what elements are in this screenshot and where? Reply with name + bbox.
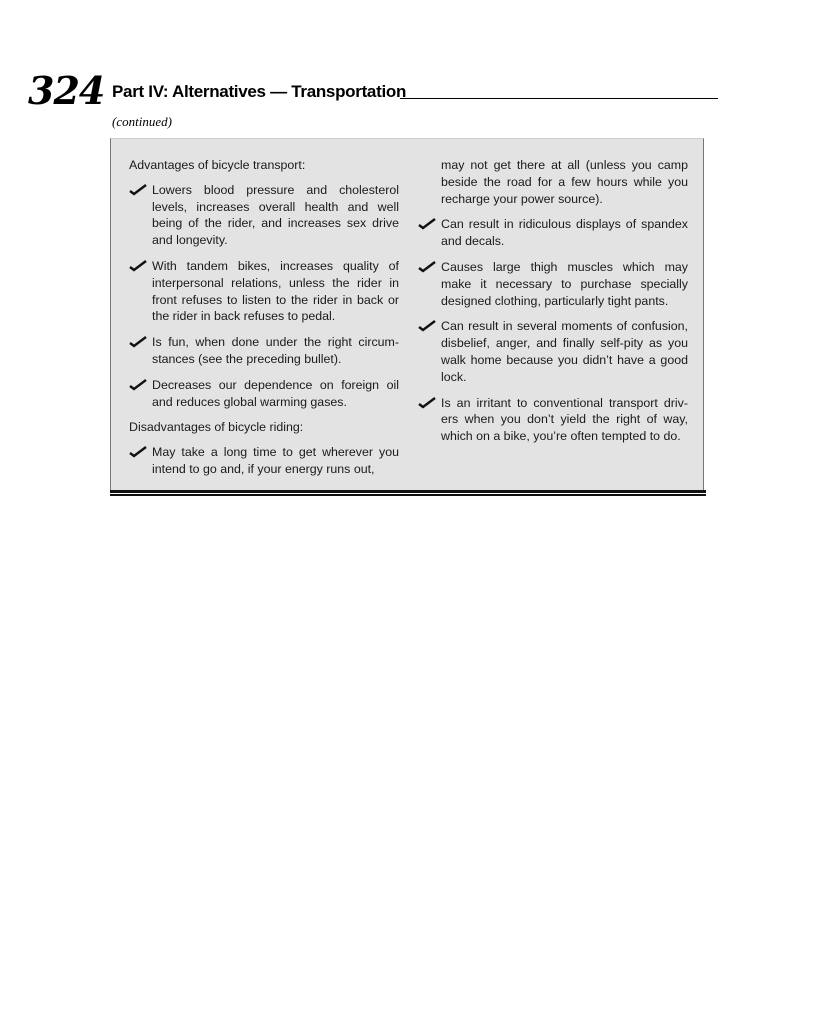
checkmark-icon (418, 261, 436, 273)
list-item (418, 259, 688, 309)
advantage-text: Lowers blood pressure and cholesterol levels, increases overall health and well being of the rider, and increases sex drive and longevity. (152, 182, 399, 248)
list-item (129, 182, 399, 249)
checkmark-icon (418, 218, 436, 230)
advantages-list (129, 182, 399, 411)
checkmark-icon (418, 397, 436, 409)
checkmark-icon (418, 320, 436, 332)
disadvantage-continued-text: may not get there at all (unless you camp beside the road for a few hours while you recharge your power source). (441, 158, 688, 206)
continued-label: (continued) (112, 114, 172, 129)
header-rule (400, 98, 718, 99)
list-item (418, 216, 688, 250)
list-item (129, 377, 399, 411)
sidebar-bottom-rule-secondary (110, 494, 706, 496)
disadvantages-list-start (129, 444, 399, 478)
checkmark-icon (129, 379, 147, 391)
list-item (129, 258, 399, 325)
disadvantages-heading: Disadvantages of bicycle riding: (129, 420, 304, 435)
disadvantages-list (418, 216, 688, 445)
checkmark-icon (129, 260, 147, 272)
disadvantage-text: Causes large thigh muscles which may make it necessary to purchase specially designed clothing, particularly tight pants. (441, 259, 688, 308)
list-item (418, 318, 688, 385)
list-item (129, 444, 399, 478)
checkmark-icon (129, 184, 147, 196)
running-head: Part IV: Alternatives — Transportation (112, 82, 407, 101)
sidebar-left-column (129, 157, 399, 487)
page-number: 324 (28, 68, 105, 113)
advantage-text: Is fun, when done under the right circum-stances (see the preceding bullet). (152, 335, 399, 366)
advantage-text: With tandem bikes, increases quality of interpersonal relations, unless the rider in front refuses to listen to the rider in back or the rider in back refuses to pedal. (152, 258, 399, 324)
list-item (129, 334, 399, 368)
disadvantage-text: Can result in several moments of confusion, disbelief, anger, and finally self-pity as you walk home because you didn’t have a good lock. (441, 319, 688, 384)
advantages-heading: Advantages of bicycle transport: (129, 158, 306, 172)
advantage-text: Decreases our dependence on foreign oil and reduces global warming gases. (152, 377, 399, 409)
sidebar-right-column (418, 157, 688, 454)
disadvantage-text: Can result in ridiculous displays of spandex and decals. (441, 217, 688, 249)
list-item (418, 395, 688, 445)
checkmark-icon (129, 446, 147, 458)
checkmark-icon (129, 336, 147, 348)
disadvantage-text: May take a long time to get wherever you intend to go and, if your energy runs out, (152, 445, 399, 476)
sidebar-box (110, 138, 704, 490)
sidebar-bottom-rule (110, 490, 706, 493)
disadvantage-text: Is an irritant to conventional transport driv-ers when you don’t yield the right of way, which on a bike, you’re often tempted to do. (441, 395, 688, 444)
